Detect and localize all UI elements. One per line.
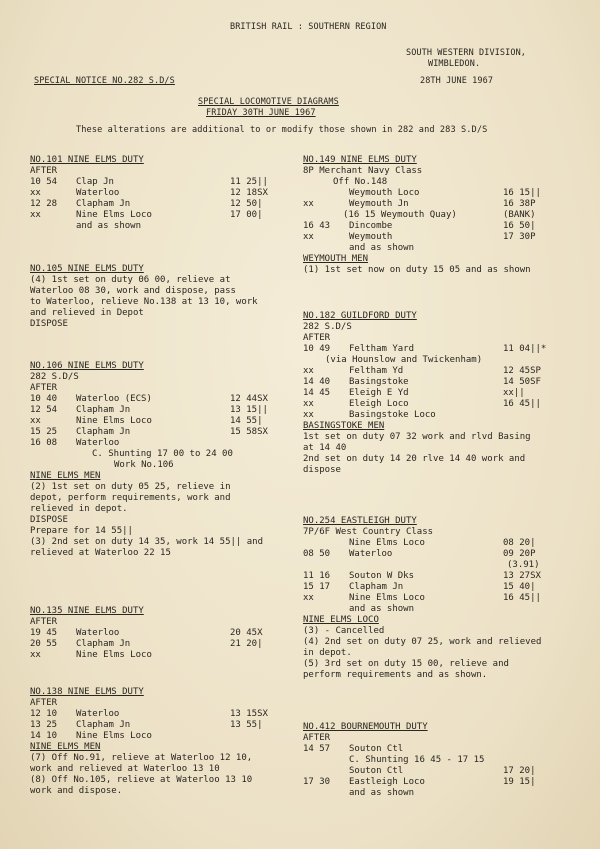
table-row: C. Shunting 16 45 - 17 15	[349, 755, 485, 765]
table-row: 20 55 Clapham Jn 21 20|	[30, 639, 263, 649]
duty-title: NO.106 NINE ELMS DUTY	[30, 361, 144, 371]
table-row: xx Waterloo 12 18SX	[30, 188, 268, 198]
table-row: xx Nine Elms Loco 17 00|	[30, 210, 263, 220]
duty-title: NO.254 EASTLEIGH DUTY	[303, 516, 417, 526]
table-row: 14 57 Souton Ctl	[303, 744, 404, 754]
duty-title: NO.101 NINE ELMS DUTY	[30, 155, 144, 165]
table-row: 10 54 Clap Jn 11 25||	[30, 177, 268, 187]
table-row: 10 40 Waterloo (ECS) 12 44SX	[30, 394, 268, 404]
table-row: xx Feltham Yd 12 45SP	[303, 366, 541, 376]
table-row: 10 49 Feltham Yard 11 04||*	[303, 344, 547, 354]
notice-number: SPECIAL NOTICE NO.282 S.D/S	[34, 76, 175, 86]
table-row: 12 54 Clapham Jn 13 15||	[30, 405, 268, 415]
table-row: (3.91)	[507, 560, 540, 570]
table-row: and as shown	[349, 243, 415, 253]
table-row: 19 45 Waterloo 20 45X	[30, 628, 263, 638]
table-row: xx Eleigh Loco 16 45||	[303, 399, 541, 409]
table-row: 16 43 Dincombe 16 50|	[303, 221, 536, 231]
table-row: 16 08 Waterloo	[30, 438, 120, 448]
duty-title: NO.182 GUILDFORD DUTY	[303, 311, 417, 321]
table-row: xx Weymouth Jn 16 38P	[303, 199, 536, 209]
duty-sub: AFTER	[30, 166, 58, 176]
header-division-place: WIMBLEDON.	[428, 59, 481, 69]
table-row: xx Nine Elms Loco 16 45||	[303, 593, 541, 603]
duty-412: NO.412 BOURNEMOUTH DUTY AFTER 14 57 Souton Ctl C. Shunting 16 45 - 17 15 Souton Ctl 17 20| 17 30 Eastleigh Loco 19 15| and as shown	[303, 722, 583, 799]
header-division: SOUTH WESTERN DIVISION,	[406, 48, 527, 58]
table-row: xx Nine Elms Loco 14 55|	[30, 416, 263, 426]
table-row: 14 45 Eleigh E Yd xx||	[303, 388, 525, 398]
intro-text: These alterations are additional to or modify those shown in 282 and 283 S.D/S	[76, 125, 488, 135]
table-row: 15 17 Clapham Jn 15 40|	[303, 582, 536, 592]
duty-101	[30, 155, 300, 232]
table-row: and as shown	[349, 604, 415, 614]
document-title: SPECIAL LOCOMOTIVE DIAGRAMS	[198, 97, 339, 107]
table-row: 12 10 Waterloo 13 15SX	[30, 709, 268, 719]
table-row: Nine Elms Loco 08 20|	[349, 538, 536, 548]
duty-135: NO.135 NINE ELMS DUTY AFTER 19 45 Waterloo 20 45X 20 55 Clapham Jn 21 20| xx Nine Elms Loco	[30, 606, 300, 661]
crew-heading: NINE ELMS MEN	[30, 471, 101, 481]
duty-title: NO.412 BOURNEMOUTH DUTY	[303, 722, 428, 732]
duty-149: NO.149 NINE ELMS DUTY 8P Merchant Navy Class Off No.148 Weymouth Loco 16 15|| xx Weymouth Jn 16 38P (16 15 Weymouth Quay) (BANK) 16 43 Dincombe 16 50| xx Weymouth 17 30P and as shown WEYMOUTH MEN (1) 1st set now on duty 15 05 and as shown	[303, 155, 583, 276]
notice-date: 28TH JUNE 1967	[420, 76, 494, 86]
duty-title: NO.105 NINE ELMS DUTY	[30, 264, 144, 274]
crew-heading: NINE ELMS MEN	[30, 742, 101, 752]
table-row: (via Hounslow and Twickenham)	[325, 355, 483, 365]
table-row: xx Basingstoke Loco	[303, 410, 436, 420]
table-row: 12 28 Clapham Jn 12 50|	[30, 199, 263, 209]
duty-182: NO.182 GUILDFORD DUTY 282 S.D/S AFTER 10 49 Feltham Yard 11 04||* (via Hounslow and Twickenham) xx Feltham Yd 12 45SP 14 40 Basingstoke 14 50SF 14 45 Eleigh E Yd xx|| xx Eleigh Loco 16 45|| xx Basingstoke Loco BASINGSTOKE MEN 1st set on duty 07 32 work and rlvd Basing at 14 40 2nd set on duty 14 20 rlve 14 40 work and dispose	[303, 311, 583, 476]
table-row: and as shown	[76, 221, 142, 231]
table-row: (16 15 Weymouth Quay) (BANK)	[343, 210, 536, 220]
table-row: xx Nine Elms Loco	[30, 650, 152, 660]
table-row: 17 30 Eastleigh Loco 19 15|	[303, 777, 536, 787]
table-row: Weymouth Loco 16 15||	[349, 188, 541, 198]
table-row: 11 16 Souton W Dks 13 27SX	[303, 571, 541, 581]
table-row: 15 25 Clapham Jn 15 58SX	[30, 427, 268, 437]
crew-heading: NINE ELMS LOCO	[303, 615, 379, 625]
table-row: 14 40 Basingstoke 14 50SF	[303, 377, 541, 387]
crew-heading: WEYMOUTH MEN	[303, 254, 369, 264]
table-row: Souton Ctl 17 20|	[349, 766, 536, 776]
duty-title: NO.135 NINE ELMS DUTY	[30, 606, 144, 616]
table-row: 08 50 Waterloo 09 20P	[303, 549, 536, 559]
table-row: and as shown	[349, 788, 415, 798]
header-organisation: BRITISH RAIL : SOUTHERN REGION	[230, 22, 387, 32]
table-row: 13 25 Clapham Jn 13 55|	[30, 720, 263, 730]
duty-title: NO.149 NINE ELMS DUTY	[303, 155, 417, 165]
duty-138: NO.138 NINE ELMS DUTY AFTER 12 10 Waterloo 13 15SX 13 25 Clapham Jn 13 55| 14 10 Nine Elms Loco NINE ELMS MEN (7) Off No.91, relieve at Waterloo 12 10, work and relieved at Waterloo 13 10 (8) Off No.105, relieve at Waterloo 13 10 work and dispose.	[30, 687, 300, 797]
duty-105: NO.105 NINE ELMS DUTY (4) 1st set on duty 06 00, relieve at Waterloo 08 30, work and dispose, pass to Waterloo, relieve No.138 at 13 10, work and relieved in Depot DISPOSE	[30, 264, 300, 330]
crew-heading: BASINGSTOKE MEN	[303, 421, 385, 431]
duty-106: NO.106 NINE ELMS DUTY 282 S.D/S AFTER 10 40 Waterloo (ECS) 12 44SX 12 54 Clapham Jn 13 15|| xx Nine Elms Loco 14 55| 15 25 Clapham Jn 15 58SX 16 08 Waterloo C. Shunting 17 00 to 24 00 Work No.106 NINE ELMS MEN (2) 1st set on duty 05 25, relieve in depot, perform requirements, work and relieved in depot. DISPOSE Prepare for 14 55|| (3) 2nd set on duty 14 35, work 14 55|| and relieved at Waterloo 22 15	[30, 361, 300, 559]
table-row: 14 10 Nine Elms Loco	[30, 731, 152, 741]
duty-254: NO.254 EASTLEIGH DUTY 7P/6F West Country Class Nine Elms Loco 08 20| 08 50 Waterloo 09 20P (3.91) 11 16 Souton W Dks 13 27SX 15 17 Clapham Jn 15 40| xx Nine Elms Loco 16 45|| and as shown NINE ELMS LOCO (3) - Cancelled (4) 2nd set on duty 07 25, work and relieved in depot. (5) 3rd set on duty 15 00, relieve and perform requirements and as shown.	[303, 516, 583, 681]
table-row: xx Weymouth 17 30P	[303, 232, 536, 242]
duty-title: NO.138 NINE ELMS DUTY	[30, 687, 144, 697]
document-subtitle: FRIDAY 30TH JUNE 1967	[206, 108, 316, 118]
